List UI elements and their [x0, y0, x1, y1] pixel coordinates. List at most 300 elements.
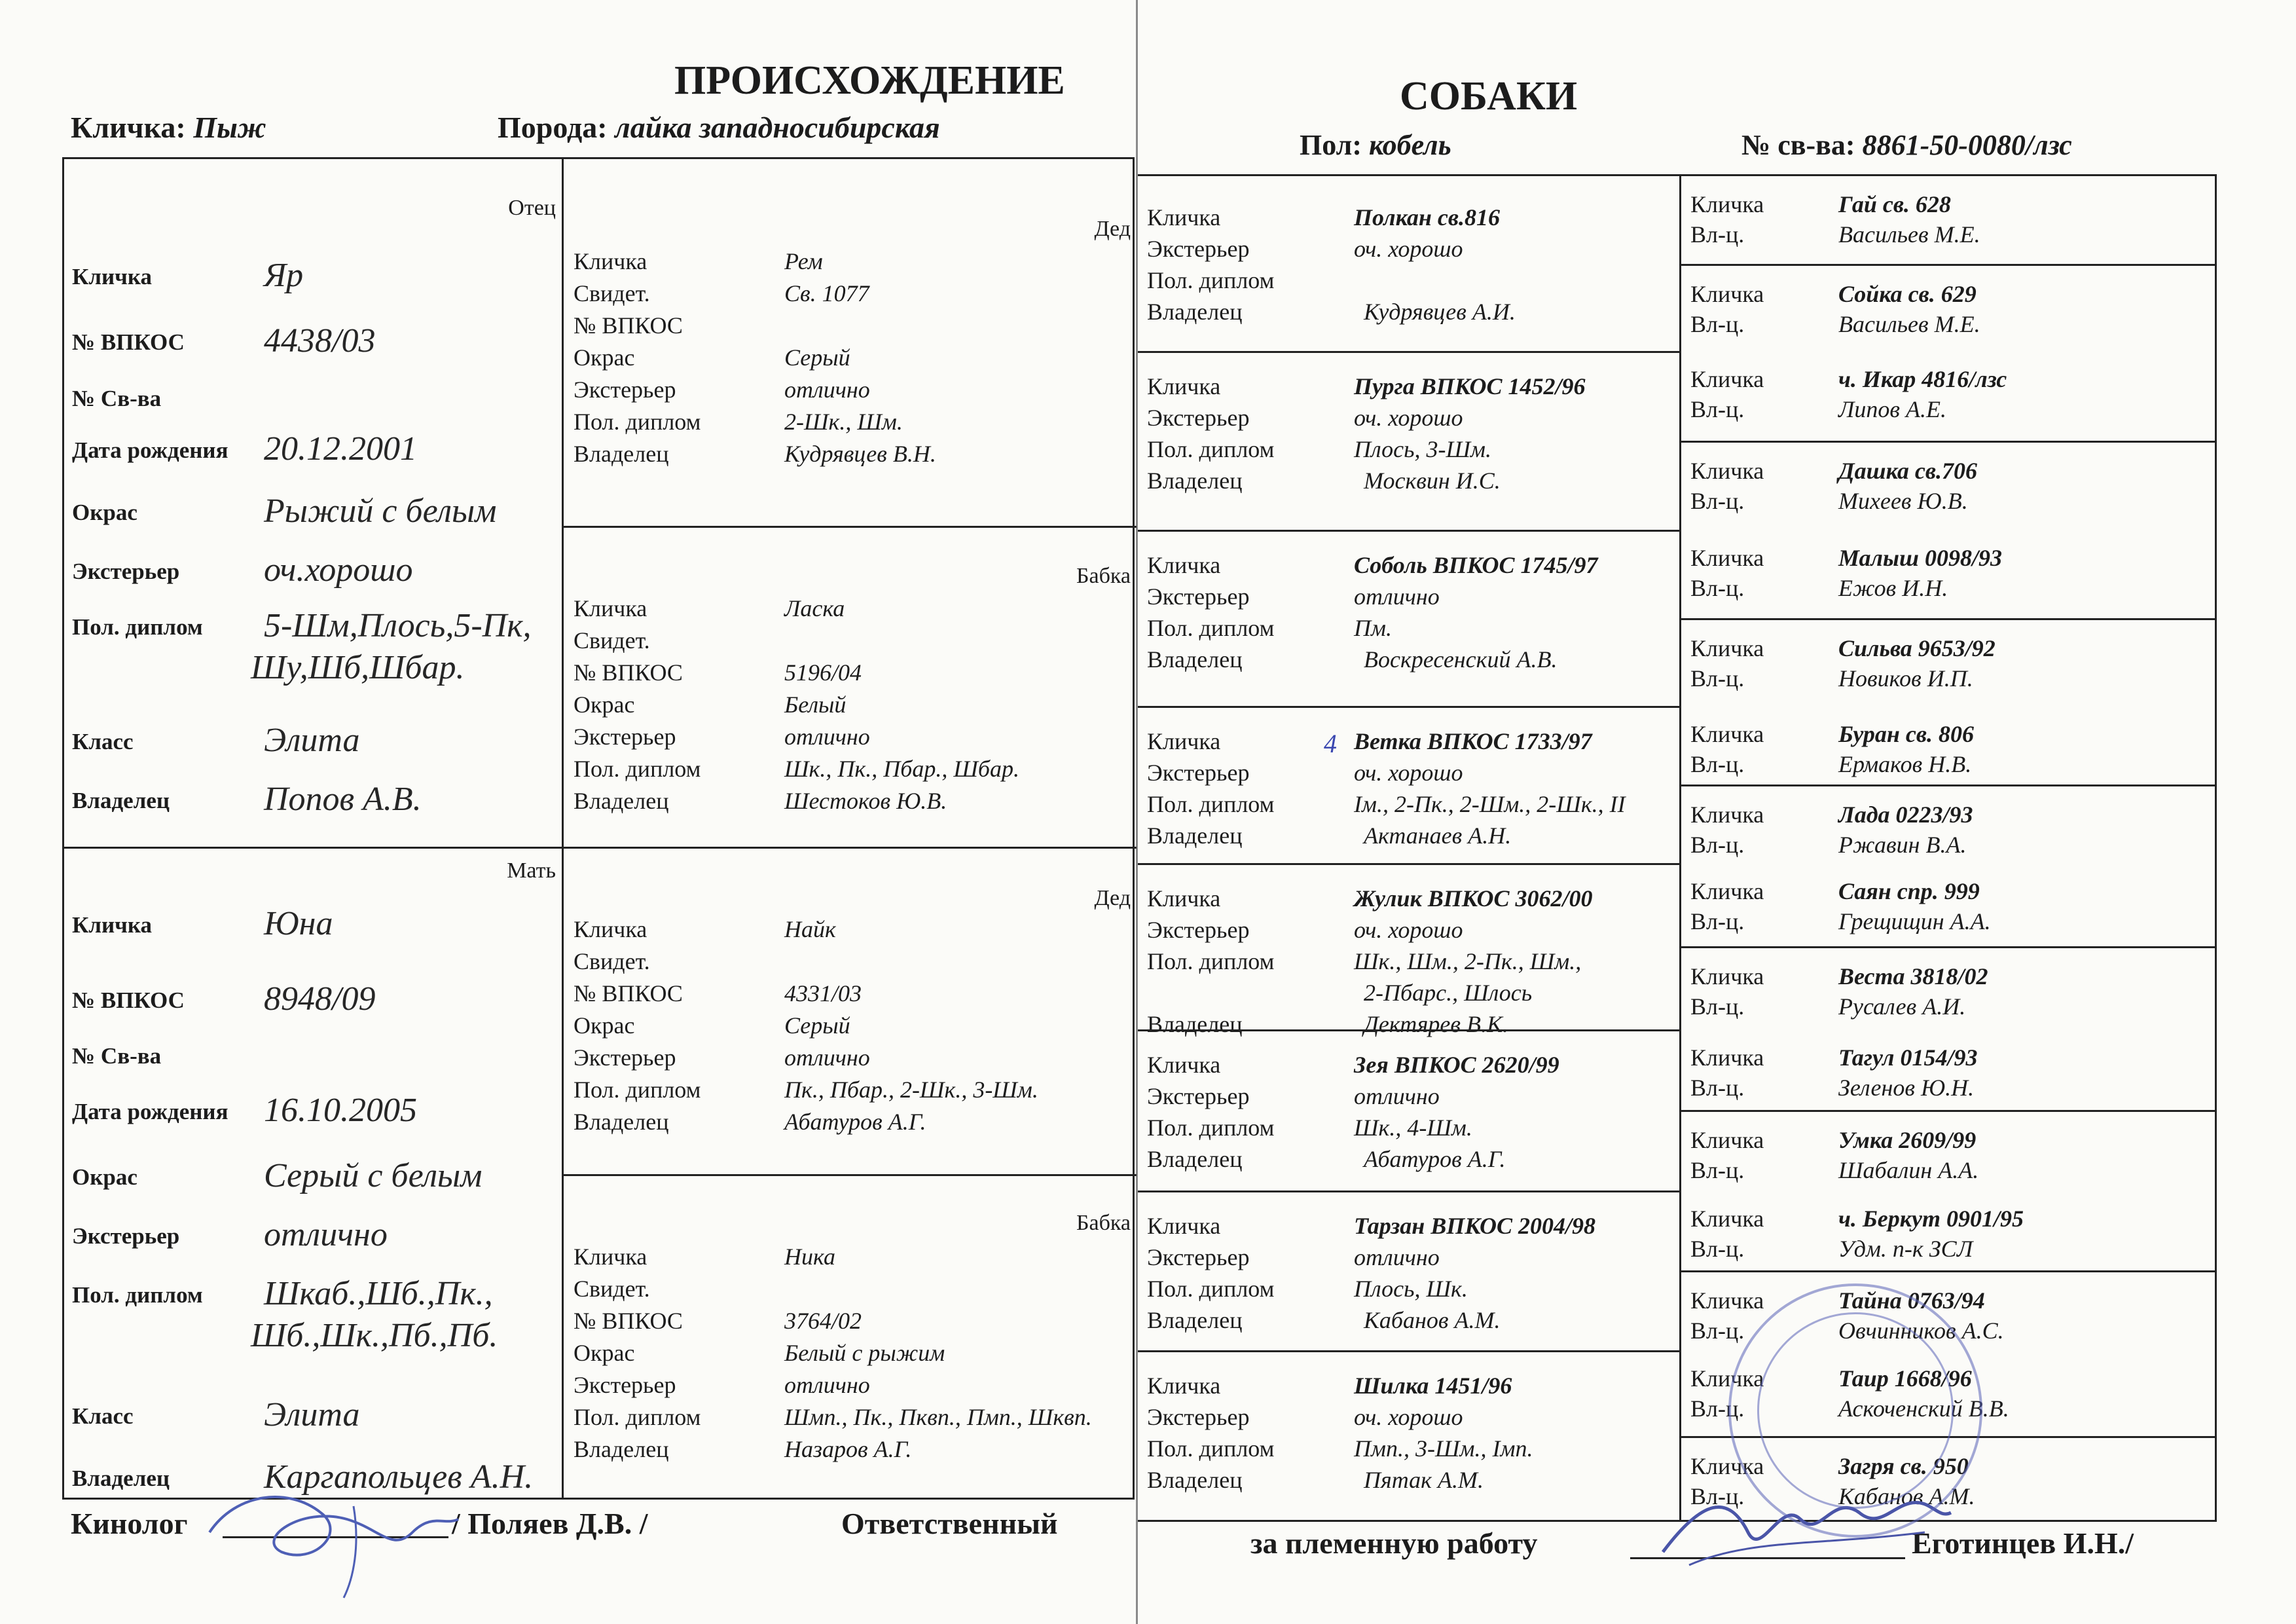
ggg-cell [1681, 176, 2215, 264]
parent-row-value: отлично [264, 1216, 388, 1253]
gg-row-label: Кличка [1147, 1052, 1221, 1078]
sex-field [1300, 128, 1451, 162]
ggg-row-value: Дашка св.706 [1838, 457, 1977, 484]
cert-value: 8861-50-0080/лзс [1862, 129, 2072, 161]
footer-breeding-name: Еготинцев И.Н./ [1912, 1526, 2134, 1560]
ggg-row-label: Кличка [1690, 963, 1764, 989]
mother-role: Мать [507, 858, 556, 883]
parent-row-value: 4438/03 [264, 322, 376, 360]
ggg-row-value: Малыш 0098/93 [1838, 545, 2002, 571]
sex-label: Пол: [1300, 129, 1362, 161]
parent-row-value: 16.10.2005 [264, 1092, 417, 1129]
dog-name-value: Пыж [193, 111, 266, 144]
grandparent-row [562, 344, 1135, 374]
gg-row [1138, 435, 1679, 466]
ggg-row-value: Гай св. 628 [1838, 191, 1951, 217]
gg-row [1138, 646, 1679, 676]
ggg-row-value: Ежов И.Н. [1838, 575, 1948, 601]
gg-row-label: Владелец [1147, 1307, 1243, 1333]
parent-row-value-line2: Шу,Шб,Шбар. [251, 649, 465, 686]
parent-row [64, 906, 560, 945]
ggg-row [1681, 457, 2215, 486]
grandparent-row-value: Шмп., Пк., Пквп., Пмп., Шквп. [784, 1404, 1092, 1430]
ggg-row-value: Новиков И.П. [1838, 665, 1973, 692]
ggg-row-label: Вл-ц. [1690, 396, 1745, 422]
grandparent-row [562, 376, 1135, 406]
gg-row-label: Владелец [1147, 1011, 1243, 1037]
grandparent-row-label: Владелец [574, 441, 669, 467]
grandparent-row [562, 1339, 1135, 1369]
ggg-row [1681, 221, 2215, 249]
grandparent-row-value: Найк [784, 916, 836, 942]
granddam-paternal-cell [562, 526, 1135, 845]
gg-row-value: оч. хорошо [1354, 1404, 1463, 1430]
dog-name-label: Кличка: [71, 111, 186, 144]
ggg-row [1681, 310, 2215, 339]
ggg-row-value: Тайна 0763/94 [1838, 1287, 1985, 1314]
ggg-cell [1681, 618, 2215, 707]
parent-row-value: Яр [264, 257, 304, 294]
gg-row-value: Жулик ВПКОС 3062/00 [1354, 885, 1593, 912]
gg-row-value: Шк., 4-Шм. [1354, 1115, 1472, 1141]
gg-row-value: Абатуров А.Г. [1364, 1146, 1506, 1172]
gg-row-label: Пол. диплом [1147, 948, 1275, 974]
grandparent-row [562, 915, 1135, 946]
cert-label: № св-ва: [1741, 129, 1855, 161]
gp-role-0: Дед [1094, 217, 1131, 241]
gg-row [1138, 1306, 1679, 1337]
ggg-row [1681, 1205, 2215, 1234]
grandparent-row-label: Кличка [574, 595, 647, 621]
parent-row-label: № ВПКОС [72, 329, 185, 355]
gg-row-label: Кличка [1147, 1373, 1221, 1399]
grandparent-row-value: 4331/03 [784, 980, 862, 1006]
ggg-row [1681, 280, 2215, 309]
ggg-row [1681, 396, 2215, 424]
ggg-row-value: Сойка св. 629 [1838, 280, 1977, 307]
gg-row-value: Шилка 1451/96 [1354, 1373, 1512, 1399]
gg-row-label: Пол. диплом [1147, 791, 1275, 817]
ggg-row [1681, 963, 2215, 991]
grandparent-row [562, 1108, 1135, 1138]
gg-row [1138, 1275, 1679, 1305]
ggg-row-value: Сильва 9653/92 [1838, 635, 1995, 661]
ggg-row-label: Вл-ц. [1690, 1236, 1745, 1262]
dog-name-field [71, 110, 266, 145]
grandparent-row-label: Окрас [574, 344, 635, 371]
ggg-cell [1681, 1110, 2215, 1190]
grandsire-maternal-cell [562, 847, 1135, 1172]
ggg-row [1681, 1156, 2215, 1185]
grandparent-row [562, 1435, 1135, 1466]
gg-row [1138, 204, 1679, 234]
grandparent-row-value: Пк., Пбар., 2-Шк., 3-Шм. [784, 1077, 1038, 1103]
gg-row-value: Москвин И.С. [1364, 468, 1501, 494]
ggg-row-label: Вл-ц. [1690, 1318, 1745, 1344]
sex-value: кобель [1368, 129, 1451, 161]
gg-row-label: Кличка [1147, 373, 1221, 399]
ggg-row [1681, 1287, 2215, 1316]
parent-row-label: Экстерьер [72, 1223, 180, 1249]
gg-row-value-line2: 2-Пбарс., Шлось [1364, 980, 1533, 1006]
ggg-row [1681, 1126, 2215, 1155]
ggg-row-label: Кличка [1690, 457, 1764, 484]
gg-row [1138, 916, 1679, 946]
gg-row-value: Плось, 3-Шм. [1354, 436, 1492, 462]
ggg-row-value: Удм. п-к ЗСЛ [1838, 1236, 1973, 1262]
ggg-row-value: Зеленов Ю.Н. [1838, 1075, 1975, 1101]
parent-row-label: Окрас [72, 500, 137, 525]
grandparent-row-label: Кличка [574, 248, 647, 274]
grandparent-row-value: Белый с рыжим [784, 1340, 945, 1366]
ggg-row-value: Ржавин В.А. [1838, 832, 1967, 858]
grandparent-row [562, 723, 1135, 753]
grandparent-row [562, 948, 1135, 978]
gg-row-label: Экстерьер [1147, 405, 1250, 431]
grandparent-row-value: отлично [784, 1372, 870, 1398]
ggg-row-label: Кличка [1690, 1287, 1764, 1314]
ggg-cell [1681, 1190, 2215, 1270]
gg-row-value: Зея ВПКОС 2620/99 [1354, 1052, 1559, 1078]
ggg-row [1681, 1235, 2215, 1264]
ggg-row-label: Кличка [1690, 545, 1764, 571]
ggg-row-label: Кличка [1690, 1206, 1764, 1232]
handwritten-annotation: 4 [1324, 729, 1337, 758]
ggg-row-value: Михеев Ю.В. [1838, 487, 1968, 514]
grandparent-row-value: 3764/02 [784, 1308, 862, 1334]
gg-row [1138, 267, 1679, 297]
grandparent-row-value: Абатуров А.Г. [784, 1109, 926, 1135]
ggg-row [1681, 908, 2215, 936]
gg-row [1138, 1145, 1679, 1175]
gg-row [1138, 614, 1679, 644]
ggg-row [1681, 635, 2215, 663]
ggg-row [1681, 487, 2215, 516]
parent-row-label: Класс [72, 1403, 134, 1429]
ggg-row-label: Вл-ц. [1690, 751, 1745, 777]
ggg-row-label: Кличка [1690, 1365, 1764, 1392]
gg-row-label: Владелец [1147, 646, 1243, 673]
parent-row-label: Экстерьер [72, 559, 180, 584]
gg-row [1138, 1051, 1679, 1081]
grandparent-row [562, 1307, 1135, 1337]
gg-row-value: Полкан св.816 [1354, 204, 1500, 231]
gg-row-value: Пмп., 3-Шм., Iмп. [1354, 1435, 1533, 1462]
ggg-row-label: Вл-ц. [1690, 1075, 1745, 1101]
grandparent-row-label: № ВПКОС [574, 1308, 683, 1334]
title-left: ПРОИСХОЖДЕНИЕ [674, 58, 1065, 103]
ggg-row-value: Умка 2609/99 [1838, 1127, 1977, 1153]
grandparent-row [562, 1044, 1135, 1074]
parent-row-value: Серый с белым [264, 1157, 483, 1194]
ggg-cell [1681, 264, 2215, 352]
ggg-row-label: Вл-ц. [1690, 1483, 1745, 1509]
parent-row-label: Пол. диплом [72, 614, 203, 640]
ggg-row [1681, 1044, 2215, 1073]
gg-row-value: Воскресенский А.В. [1364, 646, 1558, 673]
grandparent-row-value: Шк., Пк., Пбар., Шбар. [784, 756, 1019, 782]
gg-row-value: оч. хорошо [1354, 236, 1463, 262]
parent-row-label: № ВПКОС [72, 987, 185, 1013]
grandparent-row [562, 1243, 1135, 1273]
gg-row-cont [1138, 979, 1679, 1009]
parent-row [64, 552, 560, 591]
gg-row [1138, 759, 1679, 789]
gg-row-label: Кличка [1147, 728, 1221, 754]
grandparent-row [562, 659, 1135, 689]
ggg-row-label: Кличка [1690, 366, 1764, 392]
ggg-row-label: Кличка [1690, 280, 1764, 307]
grandparent-row [562, 280, 1135, 310]
ggg-cell [1681, 946, 2215, 1029]
ggg-row-value: Кабанов А.М. [1838, 1483, 1975, 1509]
parent-row-label: Кличка [72, 264, 153, 289]
gg-row-label: Пол. диплом [1147, 1276, 1275, 1302]
gg-row-label: Пол. диплом [1147, 1435, 1275, 1462]
ggg-row-label: Вл-ц. [1690, 487, 1745, 514]
breed-field [498, 110, 940, 145]
cert-field [1741, 128, 2072, 162]
gg-row-value: отлично [1354, 1244, 1440, 1270]
gg-row-label: Экстерьер [1147, 1083, 1250, 1109]
ggg-row [1681, 365, 2215, 394]
gg-row-label: Кличка [1147, 204, 1221, 231]
father-cell [64, 159, 560, 845]
ggg-row [1681, 665, 2215, 693]
grandparent-row [562, 1403, 1135, 1433]
gg-row-value: Дектярев В.К. [1364, 1011, 1508, 1037]
great-grandparent-cell [1138, 351, 1679, 530]
ggg-row-value: Лада 0223/93 [1838, 802, 1973, 828]
gg-row-value: Ветка ВПКОС 1733/97 [1354, 728, 1592, 754]
grandparent-row [562, 755, 1135, 785]
breed-label: Порода: [498, 111, 608, 144]
grandparent-row-label: № ВПКОС [574, 312, 683, 339]
gg-row-label: Пол. диплом [1147, 1115, 1275, 1141]
ggg-cell [1681, 530, 2215, 618]
official-stamp-icon [1728, 1283, 1982, 1538]
ggg-row-value: Васильев М.Е. [1838, 310, 1980, 337]
great-grandparent-cell [1138, 1350, 1679, 1522]
parent-row [64, 431, 560, 470]
ggg-row [1681, 831, 2215, 860]
gg-row-value: Тарзан ВПКОС 2004/98 [1354, 1213, 1595, 1239]
ggg-row-value: Таир 1668/96 [1838, 1365, 1972, 1392]
gg-row-label: Владелец [1147, 1146, 1243, 1172]
ggg-row-value: Аскоченский В.В. [1838, 1395, 2009, 1422]
ggg-row-value: Русалев А.И. [1838, 993, 1966, 1020]
parent-row-label: Класс [72, 729, 134, 754]
ggg-row-label: Вл-ц. [1690, 1395, 1745, 1422]
ggg-cell [1681, 1029, 2215, 1110]
gg-row [1138, 728, 1679, 758]
ggg-row-value: Тагул 0154/93 [1838, 1044, 1978, 1071]
ggg-row [1681, 993, 2215, 1022]
ggg-row-label: Кличка [1690, 802, 1764, 828]
ggg-row [1681, 1074, 2215, 1103]
gg-row [1138, 1466, 1679, 1496]
parent-row [64, 323, 560, 362]
great-grandparent-cell [1138, 176, 1679, 351]
parent-row-value: Элита [264, 722, 360, 759]
grandparent-row-label: Кличка [574, 1244, 647, 1270]
ggg-row-value: ч. Икар 4816/лзс [1838, 366, 2007, 392]
gg-row-label: Пол. диплом [1147, 615, 1275, 641]
ggg-row-label: Вл-ц. [1690, 908, 1745, 934]
grandparent-row-label: Окрас [574, 1340, 635, 1366]
grandparent-row-label: Владелец [574, 1436, 669, 1462]
grandparent-row-label: Экстерьер [574, 377, 676, 403]
grandparent-row-value: Кудрявцев В.Н. [784, 441, 936, 467]
gg-row-label: Экстерьер [1147, 583, 1250, 610]
parent-row [64, 781, 560, 821]
parent-row-value: Элита [264, 1396, 360, 1433]
ggg-row-value: Саян спр. 999 [1838, 878, 1980, 904]
grandparent-row-value: Рем [784, 248, 823, 274]
gg-row-value: Соболь ВПКОС 1745/97 [1354, 552, 1598, 578]
gg-row-value: Плось, Шк. [1354, 1276, 1468, 1302]
parent-row-label: № Св-ва [72, 1043, 162, 1069]
grandparent-row-label: Экстерьер [574, 1372, 676, 1398]
gg-row [1138, 885, 1679, 915]
ggg-row-label: Вл-ц. [1690, 575, 1745, 601]
gg-row [1138, 1372, 1679, 1402]
gg-row [1138, 583, 1679, 613]
parent-row-label: Дата рождения [72, 437, 228, 463]
ggg-row-label: Кличка [1690, 1453, 1764, 1479]
ggg-row-value: ч. Беркут 0901/95 [1838, 1206, 2024, 1232]
ggg-row-label: Вл-ц. [1690, 221, 1745, 248]
parent-row-label: Окрас [72, 1164, 137, 1190]
footer-cynologist-name: / Поляев Д.В. / [452, 1507, 648, 1540]
ggg-row-value: Шабалин А.А. [1838, 1157, 1979, 1183]
ggg-row-label: Вл-ц. [1690, 832, 1745, 858]
grandparent-row-value: 2-Шк., Шм. [784, 409, 903, 435]
gg-row [1138, 404, 1679, 434]
grandparent-row-label: Свидет. [574, 627, 650, 654]
grandparent-row [562, 440, 1135, 470]
great-grandparent-cell [1138, 863, 1679, 1037]
grandparent-row [562, 408, 1135, 438]
gg-row [1138, 1244, 1679, 1274]
grandparent-row [562, 248, 1135, 278]
gg-row [1138, 1435, 1679, 1465]
parent-row-label: Владелец [72, 1466, 170, 1491]
grandparent-row-value: Ника [784, 1244, 835, 1270]
ggg-cell [1681, 351, 2215, 441]
grandparent-row [562, 787, 1135, 817]
parent-row-label: Пол. диплом [72, 1282, 203, 1308]
grandparent-row-value: Серый [784, 1012, 850, 1039]
parent-row [64, 493, 560, 532]
grandparent-row-label: Свидет. [574, 1276, 650, 1302]
ggg-cell [1681, 863, 2215, 946]
grandparent-row-label: Пол. диплом [574, 1077, 701, 1103]
gg-row [1138, 1403, 1679, 1433]
grandparent-row-value: 5196/04 [784, 659, 862, 686]
grandparent-row-label: № ВПКОС [574, 980, 683, 1006]
gg-row-label: Владелец [1147, 822, 1243, 849]
ggg-row-label: Вл-ц. [1690, 993, 1745, 1020]
gg-row-label: Экстерьер [1147, 236, 1250, 262]
grandparent-row [562, 1012, 1135, 1042]
parent-row [64, 1275, 560, 1354]
ggg-row-label: Кличка [1690, 1044, 1764, 1071]
parent-row [64, 722, 560, 762]
gp-role-3: Бабка [1076, 1211, 1131, 1235]
ggg-row-value: Ермаков Н.В. [1838, 751, 1972, 777]
gp-role-2: Дед [1094, 886, 1131, 910]
parent-row [64, 1037, 560, 1076]
grandparent-row-label: Окрас [574, 692, 635, 718]
parent-row [64, 981, 560, 1020]
grandparent-row-value: Назаров А.Г. [784, 1436, 912, 1462]
ggg-row [1681, 720, 2215, 749]
grandparent-row-label: Пол. диплом [574, 756, 701, 782]
grandparent-row [562, 1371, 1135, 1401]
great-grandparent-cell [1138, 1029, 1679, 1190]
gg-row [1138, 298, 1679, 328]
parent-row-value: 5-Шм,Плось,5-Пк, [264, 607, 532, 644]
grandparent-row-value: Ласка [784, 595, 845, 621]
gg-row-value: отлично [1354, 583, 1440, 610]
grandparent-row-label: Владелец [574, 788, 669, 814]
gg-row [1138, 790, 1679, 821]
footer-cynologist-label: Кинолог [71, 1507, 188, 1540]
gg-row-label: Экстерьер [1147, 760, 1250, 786]
ggg-row-label: Кличка [1690, 191, 1764, 217]
grandparent-row [562, 691, 1135, 721]
parent-row-label: Дата рождения [72, 1099, 228, 1124]
ggg-row-value: Загря св. 950 [1838, 1453, 1969, 1479]
ggg-row-label: Вл-ц. [1690, 310, 1745, 337]
gg-row-label: Пол. диплом [1147, 436, 1275, 462]
breed-value: лайка западносибирская [615, 111, 940, 144]
ggg-row-label: Кличка [1690, 1127, 1764, 1153]
footer-responsible: Ответственный [841, 1507, 1058, 1540]
ggg-cell [1681, 441, 2215, 530]
grandparent-row [562, 595, 1135, 625]
gg-row-value: оч. хорошо [1354, 917, 1463, 943]
grandparent-row-value: Шестоков Ю.В. [784, 788, 947, 814]
grandparent-row-label: Экстерьер [574, 1044, 676, 1071]
parent-row-label: Владелец [72, 788, 170, 813]
parent-row-value: оч.хорошо [264, 551, 413, 589]
ggg-cell [1681, 706, 2215, 784]
ggg-row [1681, 750, 2215, 779]
great-grandparent-cell [1138, 530, 1679, 706]
gg-row-label: Экстерьер [1147, 1404, 1250, 1430]
gp-role-1: Бабка [1076, 564, 1131, 588]
grandparent-row-label: Пол. диплом [574, 409, 701, 435]
parent-row [64, 257, 560, 297]
parent-row-value: Попов А.В. [264, 781, 422, 818]
gg-row [1138, 1114, 1679, 1144]
gg-row-value: Пм. [1354, 615, 1392, 641]
parent-row [64, 1397, 560, 1436]
parent-row [64, 1092, 560, 1132]
ggg-row-label: Кличка [1690, 635, 1764, 661]
grandparent-row-label: Владелец [574, 1109, 669, 1135]
parent-row [64, 1158, 560, 1197]
parent-row-label: Кличка [72, 912, 153, 938]
ggg-row [1681, 191, 2215, 219]
gg-row-value: Пурга ВПКОС 1452/96 [1354, 373, 1586, 399]
gg-row-label: Владелец [1147, 299, 1243, 325]
grandparent-row-label: Пол. диплом [574, 1404, 701, 1430]
grandparent-row-value: Серый [784, 344, 850, 371]
gg-row [1138, 467, 1679, 497]
